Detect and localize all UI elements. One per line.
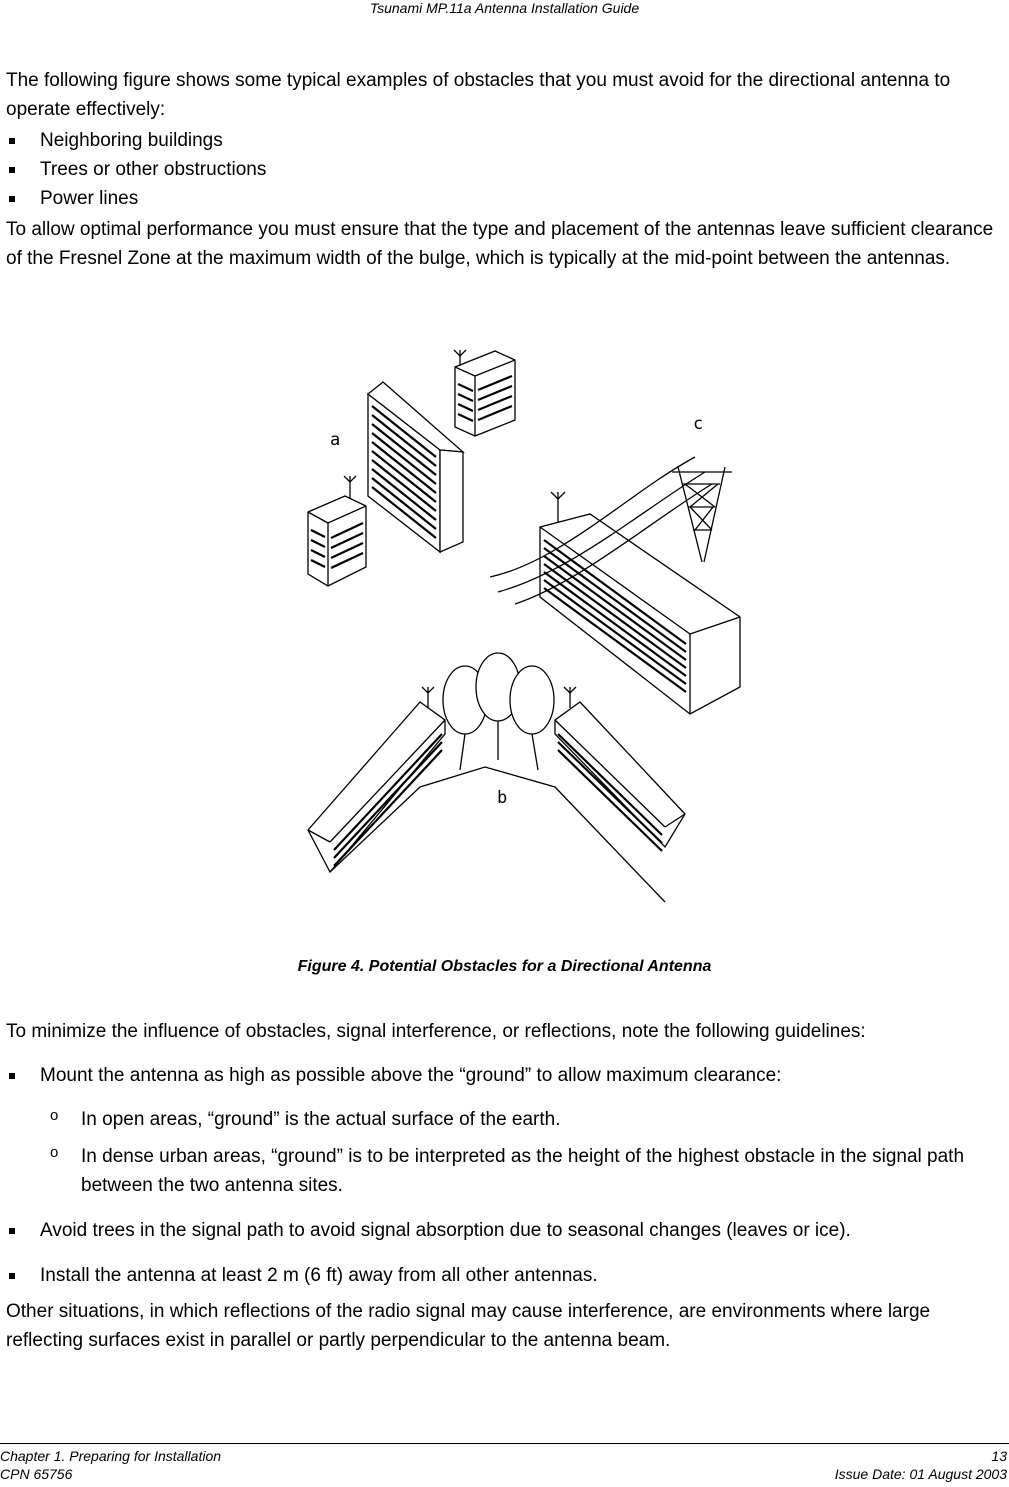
- sub-bullet-marker: o: [50, 1144, 59, 1161]
- long-building: [540, 492, 740, 714]
- obstacle-list: [6, 126, 1004, 213]
- guideline-text: Mount the antenna as high as possible above the “ground” to allow maximum clearance:: [40, 1065, 782, 1086]
- list-item: [6, 1261, 1004, 1290]
- figure-label-c: c: [693, 414, 704, 434]
- list-item: Power lines: [6, 184, 1004, 213]
- guidelines-list-continued: [6, 1216, 1004, 1290]
- sub-item-text: In dense urban areas, “ground” is to be interpreted as the height of the highest obstacle in the signal path between the two antenna sites.: [81, 1146, 965, 1196]
- bottom-buildings: [308, 653, 685, 902]
- obstacles-figure: [300, 342, 750, 910]
- footer-page-number: 13: [991, 1448, 1007, 1464]
- intro-section: [6, 66, 1004, 273]
- list-item: [6, 1142, 1004, 1200]
- list-item: Trees or other obstructions: [6, 155, 1004, 184]
- closing-paragraph: Other situations, in which reflections of the radio signal may cause interference, are environments where large reflecting surfaces exist in parallel or partly perpendicular to the antenna beam.: [6, 1301, 931, 1351]
- small-building-top: [454, 350, 515, 436]
- guideline-text: Avoid trees in the signal path to avoid signal absorption due to seasonal changes (leaves or ice).: [40, 1220, 851, 1241]
- ground-definitions: [6, 1105, 1004, 1200]
- footer-cpn: CPN 65756: [0, 1466, 73, 1482]
- sub-bullet-marker: o: [50, 1107, 59, 1124]
- footer-rule: [0, 1443, 1009, 1444]
- list-item: [6, 1105, 1004, 1134]
- guidelines-section: [6, 1017, 1004, 1355]
- figure-caption: Figure 4. Potential Obstacles for a Directional Antenna: [297, 958, 712, 975]
- sub-item-text: In open areas, “ground” is the actual surface of the earth.: [81, 1109, 561, 1130]
- list-item: Neighboring buildings: [6, 126, 1004, 155]
- list-item: [6, 1216, 1004, 1245]
- guideline-text: Install the antenna at least 2 m (6 ft) away from all other antennas.: [40, 1265, 598, 1286]
- footer-chapter: Chapter 1. Preparing for Installation: [0, 1448, 222, 1464]
- obstacles-illustration: [300, 342, 750, 910]
- fresnel-paragraph: To allow optimal performance you must ensure that the type and placement of the antennas leave sufficient clearance of the Fresnel Zone at the maximum width of the bulge, which is typically at the mid-point between the antennas.: [6, 219, 994, 269]
- small-building-left: [308, 476, 366, 586]
- footer-issue-date: Issue Date: 01 August 2003: [834, 1466, 1007, 1482]
- guidelines-intro: To minimize the influence of obstacles, signal interference, or reflections, note the following guidelines:: [6, 1021, 866, 1042]
- intro-paragraph: The following figure shows some typical examples of obstacles that you must avoid for the directional antenna to operate effectively:: [6, 70, 951, 120]
- list-item: [6, 1061, 1004, 1090]
- running-header: Tsunami MP.11a Antenna Installation Guide: [369, 0, 640, 16]
- figure-label-a: a: [330, 430, 341, 450]
- figure-label-b: b: [497, 788, 508, 808]
- tall-building-a: [368, 382, 463, 552]
- guidelines-list: [6, 1061, 1004, 1090]
